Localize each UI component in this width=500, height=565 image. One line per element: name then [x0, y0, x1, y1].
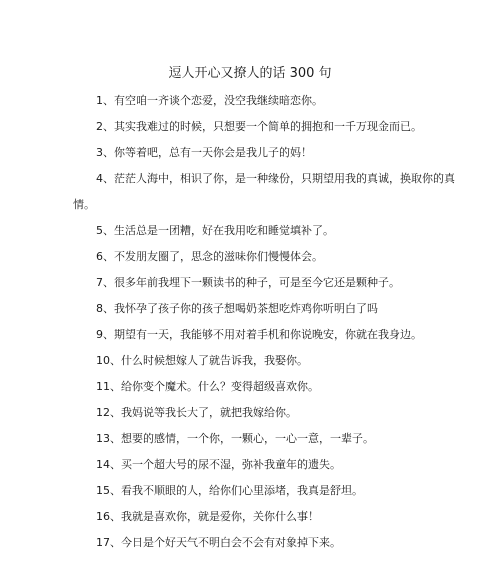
item-15: 15、看我不顺眼的人，给你们心里添堵，我真是舒坦。: [96, 484, 363, 497]
item-3: 3、你等着吧，总有一天你会是我儿子的妈！: [96, 146, 312, 159]
item-11: 11、给你变个魔术。什么？变得超级喜欢你。: [96, 380, 319, 393]
item-6: 6、不发朋友圈了，思念的滋味你们慢慢体会。: [96, 250, 323, 263]
item-2: 2、其实我难过的时候，只想要一个简单的拥抱和一千万现金而已。: [96, 120, 422, 133]
item-4-continued: 情。: [73, 198, 95, 211]
item-7: 7、很多年前我埋下一颗读书的种子，可是至今它还是颗种子。: [96, 276, 400, 289]
item-16: 16、我就是喜欢你，就是爱你，关你什么事！: [96, 510, 319, 523]
item-14: 14、买一个超大号的尿不湿，弥补我童年的遗失。: [96, 458, 341, 471]
item-1: 1、有空咱一齐谈个恋爱，没空我继续暗恋你。: [96, 94, 323, 107]
item-12: 12、我妈说等我长大了，就把我嫁给你。: [96, 406, 297, 419]
item-4: 4、茫茫人海中，相识了你，是一种缘份，只期望用我的真诚，换取你的真: [96, 172, 455, 185]
item-17: 17、今日是个好天气不明白会不会有对象掉下来。: [96, 536, 341, 549]
item-9: 9、期望有一天，我能够不用对着手机和你说晚安，你就在我身边。: [96, 328, 422, 341]
item-5: 5、生活总是一团糟，好在我用吃和睡觉填补了。: [96, 224, 334, 237]
document-title: 逗人开心又撩人的话 300 句: [168, 66, 332, 81]
item-8: 8、我怀孕了孩子你的孩子想喝奶茶想吃炸鸡你听明白了吗: [96, 302, 378, 315]
item-13: 13、想要的感情，一个你，一颗心，一心一意，一辈子。: [96, 432, 374, 445]
item-10: 10、什么时候想嫁人了就告诉我，我娶你。: [96, 354, 308, 367]
